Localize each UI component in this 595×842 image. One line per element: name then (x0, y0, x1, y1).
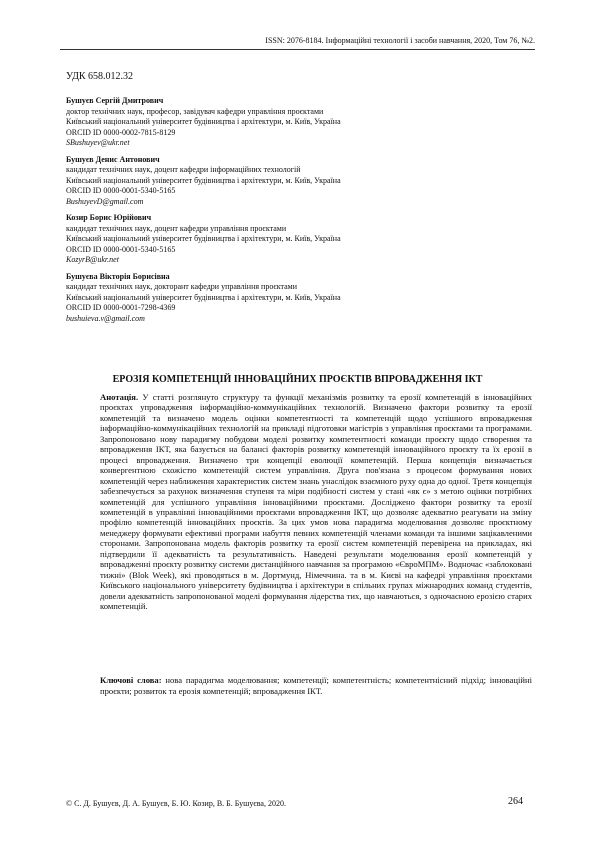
author-orcid: ORCID ID 0000-0001-7298-4369 (66, 303, 176, 312)
article-title: ЕРОЗІЯ КОМПЕТЕНЦІЙ ІННОВАЦІЙНИХ ПРОЄКТІВ ВПРОВАДЖЕННЯ ІКТ (112, 374, 483, 385)
abstract-label: Анотація. (100, 392, 143, 402)
author-position: доктор технічних наук, професор, завідувач кафедри управління проєктами (66, 106, 324, 116)
author-orcid: ORCID ID 0000-0002-7815-8129 (66, 127, 176, 137)
author-name: Бушуєва Вікторія Борисівна (66, 271, 170, 281)
author-entry (66, 272, 536, 325)
authors-block (66, 96, 536, 330)
abstract (100, 392, 532, 612)
author-affiliation: Київський національний університет будівництва і архітектури, м. Київ, Україна (66, 175, 341, 185)
author-email[interactable]: BushuyevD@gmail.com (66, 196, 144, 206)
author-name: Козир Борис Юрійович (66, 213, 152, 222)
author-position: кандидат технічних наук, доцент кафедри інформаційних технологій (66, 165, 301, 174)
author-position: кандидат технічних наук, докторант кафедри управління проєктами (66, 282, 298, 291)
abstract-text: У статті розглянуто структуру та функції механізмів розвитку та ерозії компетенцій в інноваційних проєктах упровадження інформаційно-коммунікаційних технологій. Визначено фактори розвитку та ерозії компетенцій та визначено модель оцінки компетентності та компетенцій щодо успішного впровадження інформаційно-коммунікаційних технологій на прикладі підготовки магістрів з управління проєктами та програмами. Запропоновано нову парадигму побудови моделі розвитку компетентності команди проєкту щодо створення та впровадження ІКТ, яка базується на балансі факторів розвитку компетенцій інноваційного проєкту та їх ерозії в процесі впровадження. Визначено три концепції еволюції компетенцій. Перша концепція визначається конвергентною схожістю компетенцій систем управління. Друга пов'язана з процесом формування нових компетенцій через наближення характеристик систем знань унаслідок взаємного руху одна до одної. Третя концепція забезпечується за рахунок визначення ступеня та міри подібності систем у стані «як є» з метою оцінки потрібних компетенцій для успішного управління інноваційними проєктами. Досліджено фактори розвитку та ерозії компетенцій в управлінні інноваційними проєктами впровадження ІКТ, що дозволяє адекватно реагувати на зміну профілю компетенцій інноваційних проєктів. За цих умов нова парадигма моделювання дозволяє проєктному менеджеру формувати ефективні програми набуття певних компетенцій членами команди та іншими зацікавленими сторонами. Запропонована модель факторів розвитку та ерозії систем компетенцій перевірена на прикладах, які підтвердили її адекватність та результативність. Наведені результати моделювання ерозії компетенцій у впровадженні проєкту розвитку системи дистанційного навчання за програмою «ЄвроМПМ». Водночас «заблоковані тижні» (Blok Week), які проводяться в м. Дортмунд, Німеччина. та в м. Києві на кафедрі управління проєктами Київського національного університету будівництва і архітектури в спільних групах міжнародних команд студентів, довели адекватність запропонованої моделі формування лідерства тих, що навчаються, з одночасною ерозією старих компетенцій. (100, 392, 533, 612)
author-email[interactable]: KozyrB@ukr.net (66, 255, 119, 264)
udc-code: УДК 658.012.32 (66, 71, 134, 82)
author-entry (66, 213, 536, 266)
journal-header (60, 36, 535, 50)
author-name: Бушуєв Денис Антонович (66, 154, 160, 164)
copyright-notice: © С. Д. Бушуєв, Д. А. Бушуєв, Б. Ю. Козир, В. Б. Бушуєва, 2020. (66, 799, 286, 808)
author-position: кандидат технічних наук, доцент кафедри управління проєктами (66, 223, 287, 233)
author-entry (66, 155, 536, 208)
author-orcid: ORCID ID 0000-0001-5340-5165 (66, 244, 176, 254)
keywords-text: нова парадигма моделювання; компетенції; компетентність; компетентнісний підхід; інноваційні проєкти; розвиток та ерозія компетенцій; впровадження ІКТ. (100, 675, 532, 696)
journal-citation: ISSN: 2076-8184. Інформаційні технології і засоби навчання, 2020, Том 76, №2. (265, 36, 535, 45)
author-affiliation: Київський національний університет будівництва і архітектури, м. Київ, Україна (66, 292, 341, 302)
page-number: 264 (508, 796, 523, 807)
author-email[interactable]: bushuieva.v@gmail.com (66, 313, 145, 323)
author-affiliation: Київський національний університет будівництва і архітектури, м. Київ, Україна (66, 234, 341, 243)
keywords-label: Ключові слова: (100, 675, 166, 685)
author-orcid: ORCID ID 0000-0001-5340-5165 (66, 186, 176, 195)
author-email[interactable]: SBushuyev@ukr.net (66, 138, 130, 147)
author-affiliation: Київський національний університет будівництва і архітектури, м. Київ, Україна (66, 117, 341, 126)
keywords (100, 675, 532, 696)
author-entry (66, 96, 536, 149)
author-name: Бушуєв Сергій Дмитрович (66, 96, 164, 105)
